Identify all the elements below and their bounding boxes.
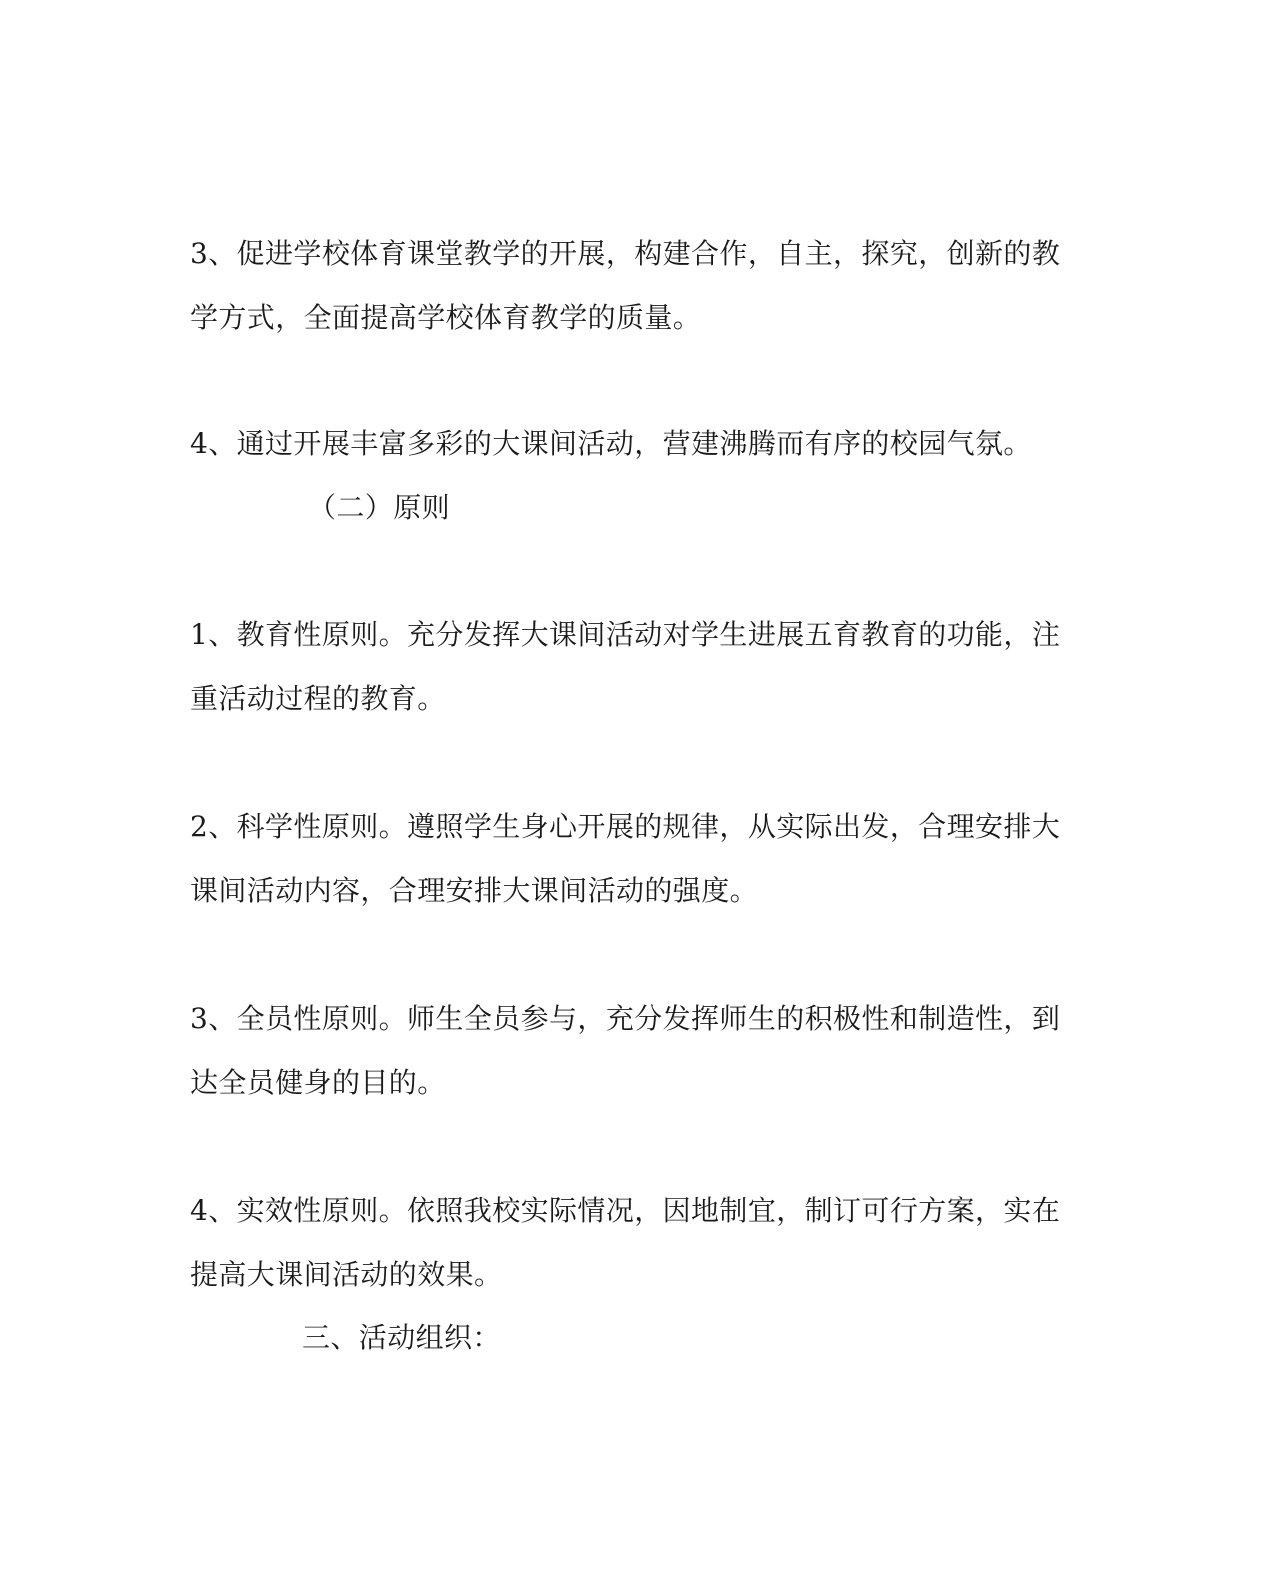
principle-1-line-2: 重活动过程的教育。 [190, 682, 446, 715]
section-heading-organization: 三、活动组织： [302, 1321, 501, 1354]
principle-3-line-2: 达全员健身的目的。 [190, 1066, 446, 1099]
principle-3-line-1: 3、全员性原则。师生全员参与，充分发挥师生的积极性和制造性，到 [190, 1002, 1061, 1035]
paragraph-3-line-1: 3、促进学校体育课堂教学的开展，构建合作，自主，探究，创新的教 [190, 237, 1061, 270]
principle-2-line-1: 2、科学性原则。遵照学生身心开展的规律，从实际出发，合理安排大 [190, 810, 1061, 843]
principle-4-line-2: 提高大课间活动的效果。 [190, 1258, 503, 1291]
principle-2-line-2: 课间活动内容，合理安排大课间活动的强度。 [190, 874, 759, 907]
paragraph-3-line-2: 学方式，全面提高学校体育教学的质量。 [190, 301, 702, 334]
paragraph-4-line-1: 4、通过开展丰富多彩的大课间活动，营建沸腾而有序的校园气氛。 [190, 427, 1032, 460]
principle-1-line-1: 1、教育性原则。充分发挥大课间活动对学生进展五育教育的功能，注 [190, 618, 1061, 651]
principle-4-line-1: 4、实效性原则。依照我校实际情况，因地制宜，制订可行方案，实在 [190, 1194, 1061, 1227]
section-heading-principles: （二）原则 [308, 491, 451, 524]
